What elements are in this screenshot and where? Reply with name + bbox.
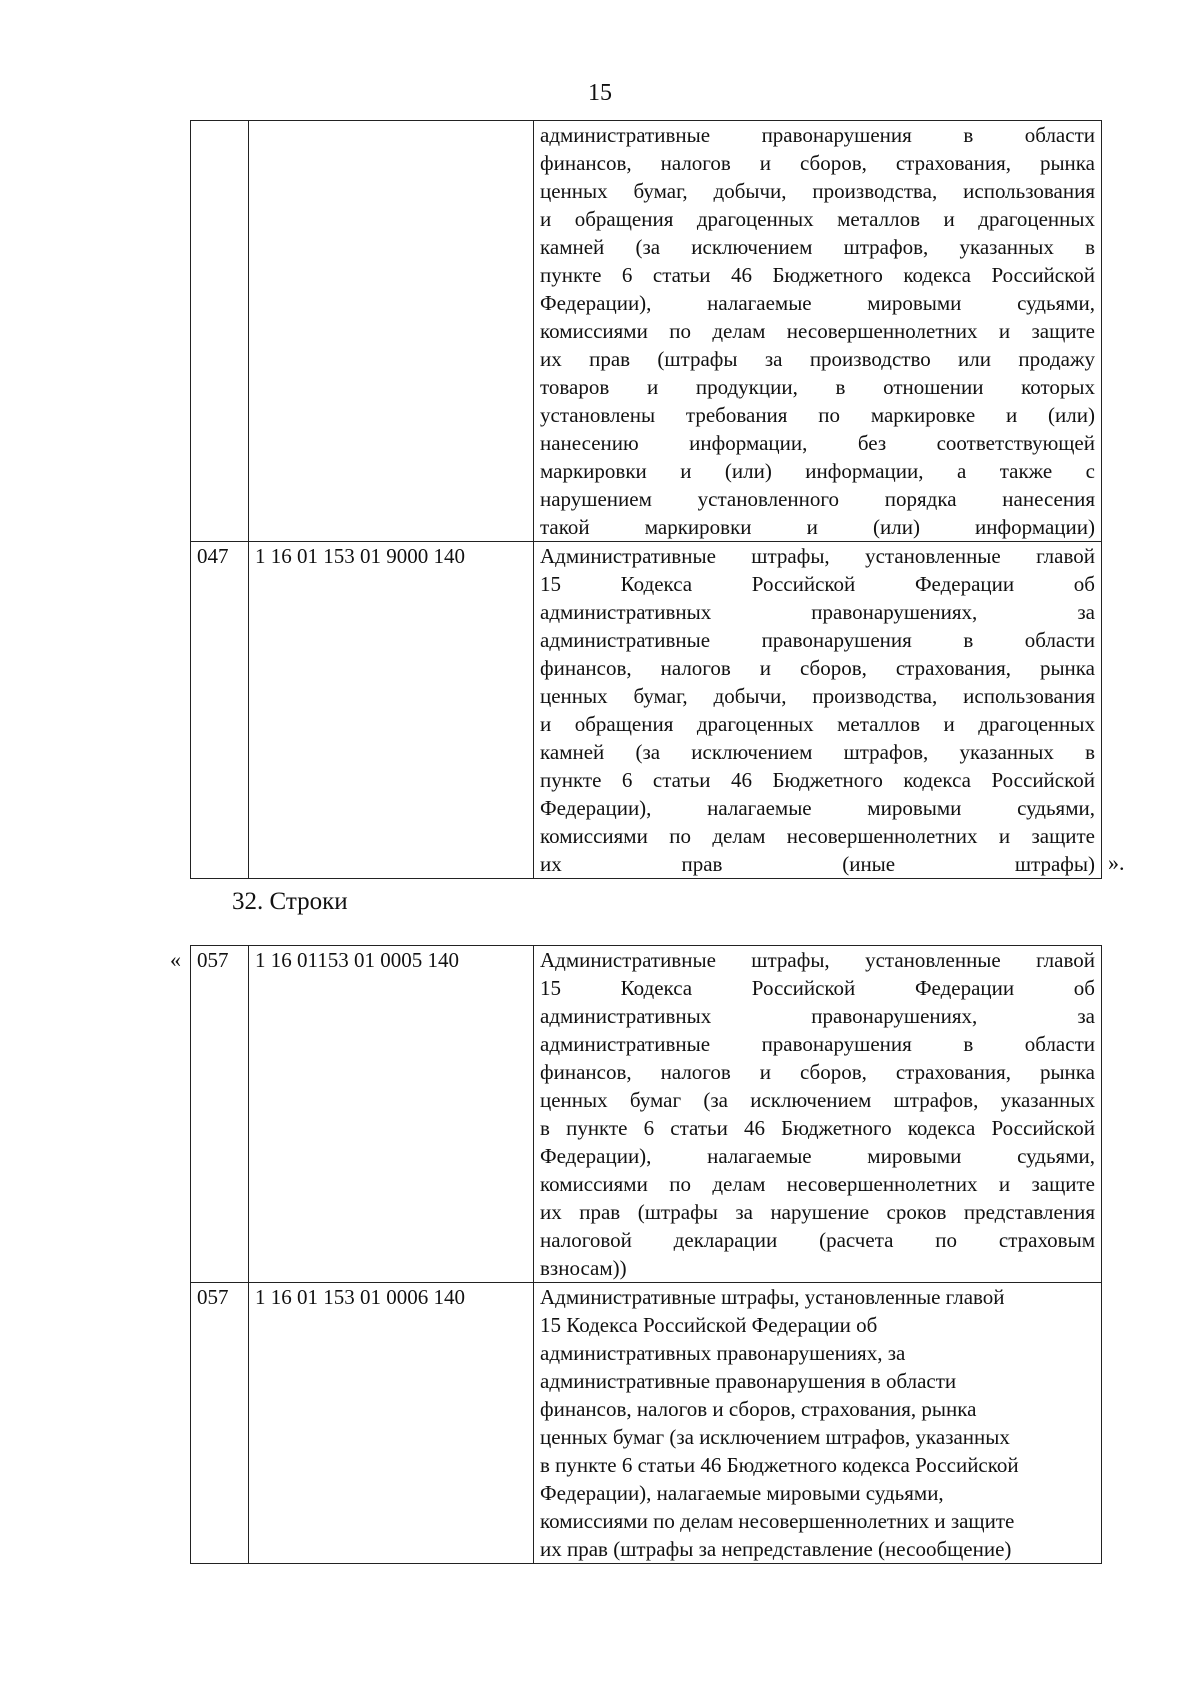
description-line: Федерации), налагаемые мировыми судьями, bbox=[540, 1481, 944, 1505]
description-line: Федерации), налагаемые мировыми судьями, bbox=[540, 1144, 1095, 1168]
description-line: их прав (штрафы за непредставление (несообщение) bbox=[540, 1537, 1012, 1561]
description-line: 15 Кодекса Российской Федерации об bbox=[540, 976, 1095, 1000]
kbk-code-cell: 1 16 01 153 01 0006 140 bbox=[249, 1283, 534, 1564]
description-cell bbox=[534, 542, 1102, 879]
description-line: административных правонарушениях, за bbox=[540, 1341, 906, 1365]
description-line: и обращения драгоценных металлов и драгоценных bbox=[540, 207, 1095, 231]
description-line: ценных бумаг, добычи, производства, использования bbox=[540, 684, 1095, 708]
description-line: Административные штрафы, установленные главой bbox=[540, 1285, 1005, 1309]
table-row bbox=[191, 1283, 1102, 1564]
table-row bbox=[191, 946, 1102, 1283]
kbk-code-cell: 1 16 01 153 01 9000 140 bbox=[249, 542, 534, 879]
description-line: такой маркировки и (или) информации) bbox=[540, 515, 1095, 539]
description-line: пункте 6 статьи 46 Бюджетного кодекса Российской bbox=[540, 768, 1095, 792]
description-line: комиссиями по делам несовершеннолетних и защите bbox=[540, 1509, 1015, 1533]
description-line: товаров и продукции, в отношении которых bbox=[540, 375, 1095, 399]
description-line: Административные штрафы, установленные главой bbox=[540, 544, 1095, 568]
description-line: ценных бумаг, добычи, производства, использования bbox=[540, 179, 1095, 203]
section-heading: 32. Строки bbox=[232, 888, 348, 915]
table-row bbox=[191, 542, 1102, 879]
description-cell bbox=[534, 121, 1102, 542]
admin-code-cell bbox=[191, 121, 249, 542]
description-line: и обращения драгоценных металлов и драгоценных bbox=[540, 712, 1095, 736]
description-cell bbox=[534, 1283, 1102, 1564]
description-line: административные правонарушения в области bbox=[540, 123, 1095, 147]
description-line: Федерации), налагаемые мировыми судьями, bbox=[540, 796, 1095, 820]
description-line: их прав (штрафы за нарушение сроков представления bbox=[540, 1200, 1095, 1224]
description-line: административных правонарушениях, за bbox=[540, 600, 1095, 624]
closing-quote: ». bbox=[1108, 850, 1125, 875]
description-line: Административные штрафы, установленные главой bbox=[540, 948, 1095, 972]
description-line: камней (за исключением штрафов, указанных в bbox=[540, 235, 1095, 259]
description-line: финансов, налогов и сборов, страхования, рынка bbox=[540, 1397, 977, 1421]
description-line: установлены требования по маркировке и (или) bbox=[540, 403, 1095, 427]
description-line: маркировки и (или) информации, а также с bbox=[540, 459, 1095, 483]
description-line: комиссиями по делам несовершеннолетних и защите bbox=[540, 824, 1095, 848]
description-line: их прав (иные штрафы) bbox=[540, 852, 1095, 876]
description-line: их прав (штрафы за производство или продажу bbox=[540, 347, 1095, 371]
description-line: нарушением установленного порядка нанесения bbox=[540, 487, 1095, 511]
description-line: финансов, налогов и сборов, страхования, рынка bbox=[540, 656, 1095, 680]
kbk-code-cell: 1 16 01153 01 0005 140 bbox=[249, 946, 534, 1283]
opening-quote: « bbox=[170, 947, 181, 972]
description-line: в пункте 6 статьи 46 Бюджетного кодекса Российской bbox=[540, 1116, 1095, 1140]
description-line: 15 Кодекса Российской Федерации об bbox=[540, 1313, 878, 1337]
description-cell bbox=[534, 946, 1102, 1283]
description-line: административные правонарушения в области bbox=[540, 1032, 1095, 1056]
admin-code-cell: 057 bbox=[191, 1283, 249, 1564]
description-line: комиссиями по делам несовершеннолетних и защите bbox=[540, 1172, 1095, 1196]
description-line: административные правонарушения в области bbox=[540, 628, 1095, 652]
description-line: Федерации), налагаемые мировыми судьями, bbox=[540, 291, 1095, 315]
description-line: административные правонарушения в области bbox=[540, 1369, 957, 1393]
income-codes-table-new-rows bbox=[190, 945, 1102, 1564]
description-line: административных правонарушениях, за bbox=[540, 1004, 1095, 1028]
description-line: ценных бумаг (за исключением штрафов, указанных bbox=[540, 1425, 1010, 1449]
description-line: нанесению информации, без соответствующей bbox=[540, 431, 1095, 455]
admin-code-cell: 057 bbox=[191, 946, 249, 1283]
description-line: взносам)) bbox=[540, 1256, 627, 1280]
description-line: камней (за исключением штрафов, указанных в bbox=[540, 740, 1095, 764]
page-number: 15 bbox=[588, 80, 612, 106]
description-line: комиссиями по делам несовершеннолетних и защите bbox=[540, 319, 1095, 343]
description-line: финансов, налогов и сборов, страхования, рынка bbox=[540, 151, 1095, 175]
income-codes-table-continued bbox=[190, 120, 1102, 879]
description-line: финансов, налогов и сборов, страхования, рынка bbox=[540, 1060, 1095, 1084]
admin-code-cell: 047 bbox=[191, 542, 249, 879]
description-line: пункте 6 статьи 46 Бюджетного кодекса Российской bbox=[540, 263, 1095, 287]
description-line: в пункте 6 статьи 46 Бюджетного кодекса Российской bbox=[540, 1453, 1019, 1477]
kbk-code-cell bbox=[249, 121, 534, 542]
description-line: ценных бумаг (за исключением штрафов, указанных bbox=[540, 1088, 1095, 1112]
description-line: налоговой декларации (расчета по страховым bbox=[540, 1228, 1095, 1252]
table-row bbox=[191, 121, 1102, 542]
description-line: 15 Кодекса Российской Федерации об bbox=[540, 572, 1095, 596]
